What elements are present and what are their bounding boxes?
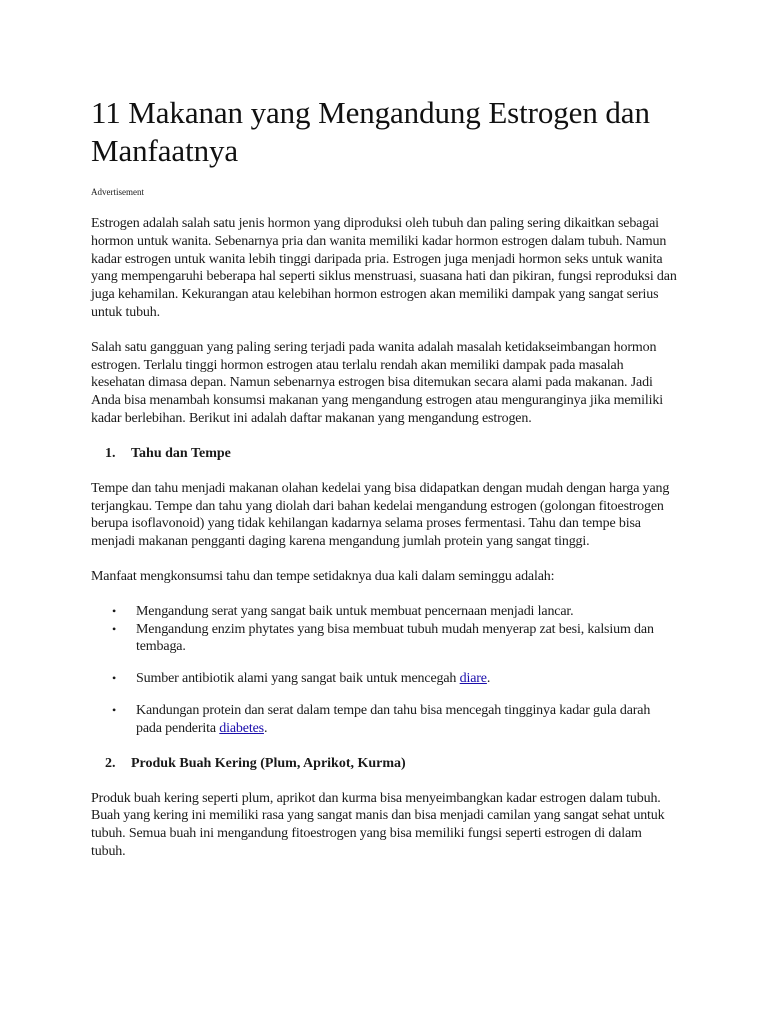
list-item [91, 702, 678, 738]
benefits-list [91, 603, 678, 738]
bullet-icon: • [112, 671, 117, 686]
list-item-text: Sumber antibiotik alami yang sangat baik untuk mencegah [136, 671, 460, 687]
list-item-end: . [486, 671, 491, 687]
section-1-paragraph: Tempe dan tahu menjadi makanan olahan kedelai yang bisa didapatkan dengan mudah dengan harga yang terjangkau. Tempe dan tahu yang diolah dari bahan kedelai mengandung estrogen (golongan fitoestrogen berupa isoflavonoid) yang tidak kehilangan kadarnya selama proses fermentasi. Tahu dan tempe bisa menjadi makanan pengganti daging karena mengandung jumlah protein yang sangat tinggi. [91, 480, 670, 550]
diare-link[interactable]: diare [459, 671, 487, 687]
list-item-text: Mengandung enzim phytates yang bisa membuat tubuh mudah menyerap zat besi, kalsium dan tembaga. [136, 621, 654, 655]
bullet-icon: • [112, 621, 117, 636]
list-item-end: . [263, 720, 268, 736]
intro-paragraph-1: Estrogen adalah salah satu jenis hormon yang diproduksi oleh tubuh dan paling sering dikaitkan sebagai hormon untuk wanita. Sebenarnya pria dan wanita memiliki kadar hormon estrogen dalam tubuh. Namun kadar estrogen untuk wanita lebih tinggi daripada pria. Estrogen juga menjadi hormon seks untuk wanita yang mempengaruhi beberapa hal seperti siklus menstruasi, suasana hati dan pikiran, fungsi reproduksi dan juga kehamilan. Kekurangan atau kelebihan hormon estrogen akan memiliki dampak yang sangat serius untuk tubuh. [91, 216, 677, 320]
section-1-heading [91, 445, 678, 463]
intro-paragraph-2: Salah satu gangguan yang paling sering terjadi pada wanita adalah masalah ketidakseimbangan hormon estrogen. Terlalu tinggi hormon estrogen atau terlalu rendah akan memiliki dampak pada masalah kesehatan dimasa depan. Namun sebenarnya estrogen bisa ditemukan secara alami pada makanan. Jadi Anda bisa menambah konsumsi makanan yang mengandung estrogen atau menguranginya jika memiliki kadar berlebihan. Berikut ini adalah daftar makanan yang mengandung estrogen. [91, 339, 663, 426]
bullet-icon: • [112, 603, 117, 618]
section-1-benefits-intro: Manfaat mengkonsumsi tahu dan tempe setidaknya dua kali dalam seminggu adalah: [91, 568, 555, 584]
advertisement-label: Advertisement [91, 187, 144, 197]
section-1-title: Tahu dan Tempe [131, 445, 231, 461]
bullet-icon: • [112, 702, 117, 717]
section-2-paragraph: Produk buah kering seperti plum, aprikot dan kurma bisa menyeimbangkan kadar estrogen dalam tubuh. Buah yang kering ini memiliki rasa yang sangat manis dan bisa menjadi camilan yang sangat sehat untuk tubuh. Semua buah ini mengandung fitoestrogen yang bisa memiliki fungsi seperti estrogen di dalam tubuh. [91, 790, 665, 859]
list-item [91, 621, 678, 657]
section-2-number: 2. [105, 755, 116, 771]
section-2-heading [91, 755, 678, 773]
article-title: 11 Makanan yang Mengandung Estrogen dan Manfaatnya [91, 95, 650, 168]
section-2-title: Produk Buah Kering (Plum, Aprikot, Kurma) [131, 755, 406, 771]
list-item-text: Kandungan protein dan serat dalam tempe dan tahu bisa mencegah tingginya kadar gula darah pada penderita [136, 702, 651, 736]
list-item [91, 603, 678, 621]
section-1-number: 1. [105, 445, 116, 461]
diabetes-link[interactable]: diabetes [219, 720, 264, 736]
list-item-text: Mengandung serat yang sangat baik untuk membuat pencernaan menjadi lancar. [136, 603, 574, 619]
list-item [91, 670, 678, 688]
